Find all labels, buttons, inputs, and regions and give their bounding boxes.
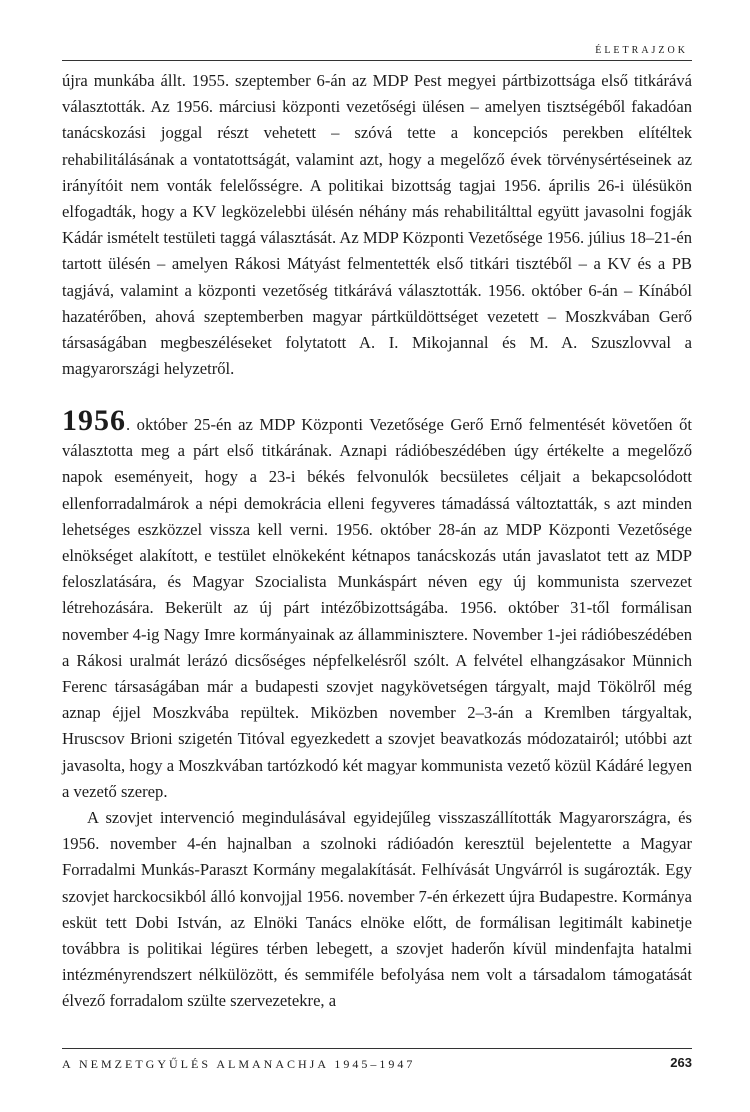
paragraph-2-text: . október 25-én az MDP Központi Vezetősége Gerő Ernő felmentését követően őt választotta meg a párt első titkárának. Aznapi rádióbeszédében úgy értékelte a megelőző napok eseményeit, hogy a 23-i békés felvonulók becsületes céljait a bekapcsolódott ellenforradalmárok a népi demokrácia elleni fegyveres támadássá változtatták, s azt minden lehetséges eszközzel vissza kell verni. 1956. október 28-án az MDP Központi Vezetősége elnökséget alakított, e testület elnökeként kétnapos tanácskozás után javaslatot tett az MDP feloszlatására, és Magyar Szocialista Munkáspárt néven egy új kommunista szervezet létrehozására. Bekerült az új párt intézőbizottságába. 1956. október 31-től formálisan november 4-ig Nagy Imre kormányainak az államminisztere. November 1-jei rádióbeszédében a Rákosi uralmát lerázó dicsőséges népfelkelésről szólt. A felvétel elhangzásakor Münnich Ferenc társaságában már a budapesti szovjet nagykövetségen tárgyalt, majd Tökölről még aznap éjjel Moszkvába repültek. Miközben november 2–3-án a Kremlben tárgyaltak, Hruscsov Brioni szigetén Titóval egyezkedett a szovjet beavatkozás módozatairól; utóbbi azt javasolta, hogy a Moszkvában tartózkodó két magyar kommunista vezető közül Kádáré legyen a vezető szerep. (62, 415, 692, 801)
year-heading: 1956 (62, 404, 126, 437)
page-number: 263 (670, 1055, 692, 1070)
paragraph-3: A szovjet intervenció megindulásával egyidejűleg visszaszállították Magyarországra, és 1956. november 4-én hajnalban a szolnoki rádióadón keresztül bejelentette a Magyar Forradalmi Munkás-Paraszt Kormány megalakítását. Felhívását Ungvárról is sugározták. Egy szovjet harckocsikból álló konvojjal 1956. november 7-én érkezett újra Budapestre. Kormánya esküt tett Dobi István, az Elnöki Tanács elnöke előtt, de formálisan legitimált kabinetje továbbra is politikai légüres térben lebegett, a szovjet haderőn kívül mindenfajta hatalmi intézményrendszert nélkülözött, és semmiféle befolyása nem volt a társadalom támogatását élvező forradalom szülte szervezetekre, a (62, 808, 692, 1011)
header-rule (62, 60, 692, 61)
paragraph-2 (62, 404, 692, 805)
body-text-top (62, 68, 692, 382)
paragraph-1: újra munkába állt. 1955. szeptember 6-án az MDP Pest megyei pártbizottsága első titkárává választották. Az 1956. márciusi központi vezetőségi ülésen – amelyen tisztségéből fakadóan tanácskozási joggal részt vehetett – szóvá tette a koncepciós perekben elítéltek rehabilitálásának a vontatottságát, valamint azt, hogy a megelőző évek törvénysértéseinek az irányítóit nem vonták felelősségre. A politikai bizottság tagjai 1956. április 26-i ülésükön elfogadták, hogy a KV legközelebbi ülésén néhány más rehabilitálttal együtt javasolni fogják Kádár ismételt testületi taggá választását. Az MDP Központi Vezetősége 1956. július 18–21-én tartott ülésén – amelyen Rákosi Mátyást felmentették első titkári tisztéből – a KV és a PB tagjává, valamint a központi vezetőség titkárává választották. 1956. október 6-án – Kínából hazatérőben, ahová szeptemberben magyar pártküldöttséget vezetett – Moszkvában Gerő társaságában megbeszéléseket folytatott A. I. Mikojannal és M. A. Szuszlovval a magyarországi helyzetről. (62, 71, 692, 379)
running-footer: A NEMZETGYŰLÉS ALMANACHJA 1945–1947 (62, 1057, 416, 1071)
body-text-main (62, 404, 692, 1015)
footer-rule (62, 1048, 692, 1049)
running-header: ÉLETRAJZOK (595, 45, 688, 56)
